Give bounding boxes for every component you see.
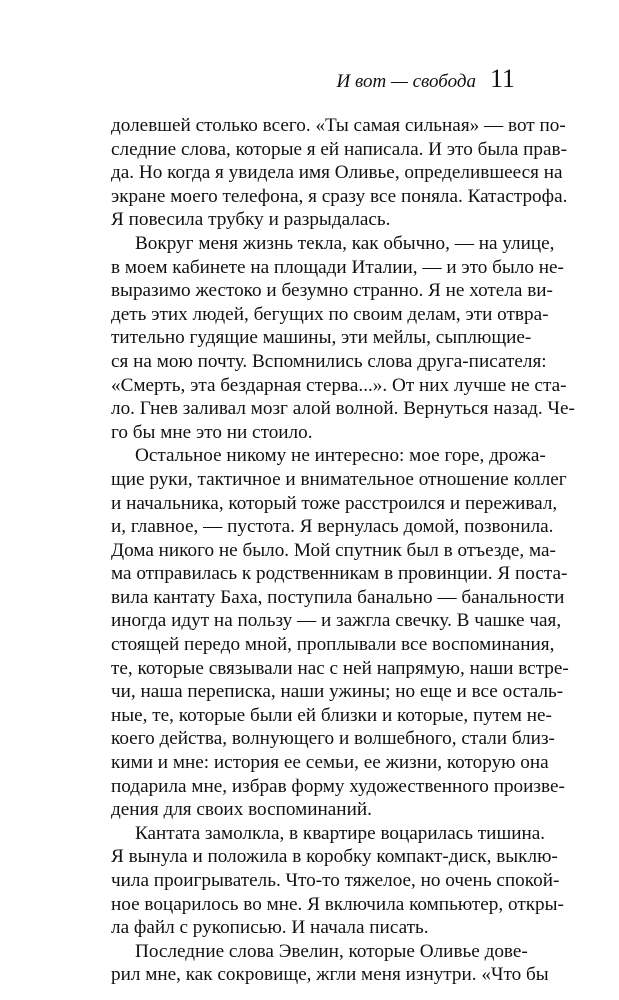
text-line: те, которые связывали нас с ней напрямую, наши встре- — [111, 657, 569, 679]
text-line: Вокруг меня жизнь текла, как обычно, — на улице, — [135, 232, 555, 254]
text-line: и, главное, — пустота. Я вернулась домой, позвонила. — [111, 516, 554, 538]
running-head — [337, 64, 515, 94]
text-line: да. Но когда я увидела имя Оливье, определившееся на — [111, 162, 563, 184]
text-line: чи, наша переписка, наши ужины; но еще и все осталь- — [111, 681, 564, 703]
body-text — [111, 114, 575, 987]
text-line: дения для своих воспоминаний. — [111, 799, 372, 821]
text-line: и начальника, который тоже расстроился и переживал, — [111, 492, 558, 514]
paragraph — [111, 114, 568, 232]
text-line: следние слова, которые я ей написала. И это была прав- — [111, 138, 567, 160]
text-line: Я повесила трубку и разрыдалась. — [111, 209, 391, 231]
running-title: И вот — свобода — [336, 71, 476, 92]
paragraph — [111, 940, 549, 987]
text-line: чила проигрыватель. Что-то тяжелое, но очень спокой- — [111, 870, 560, 891]
text-line: щие руки, тактичное и внимательное отношение коллег — [111, 468, 567, 490]
text-line: ся на мою почту. Вспомнились слова друга-писателя: — [111, 350, 547, 372]
text-line: Я вынула и положила в коробку компакт-диск, выклю- — [111, 846, 558, 868]
paragraph — [111, 232, 575, 444]
text-line: ма отправилась к родственникам в провинции. Я поста- — [111, 563, 568, 585]
text-line: вила кантату Баха, поступила банально — банальности — [111, 586, 565, 608]
text-line: тительно гудящие машины, эти мейлы, сыплющие- — [111, 327, 532, 349]
text-line: долевшей столько всего. «Ты самая сильная» — вот по- — [111, 115, 566, 136]
text-line: иногда идут на пользу — и зажгла свечку. В чашке чая, — [111, 610, 562, 632]
text-line: подарила мне, избрав форму художественного произве- — [111, 775, 565, 797]
paragraph — [111, 822, 564, 940]
text-line: деть этих людей, бегущих по своим делам, эти отвра- — [111, 303, 549, 325]
page-number: 11 — [489, 64, 515, 93]
text-line: выразимо жестоко и безумно странно. Я не хотела ви- — [111, 280, 553, 302]
text-line: Последние слова Эвелин, которые Оливье дове- — [135, 940, 528, 962]
text-line: «Смерть, эта бездарная стерва...». От них лучше не ста- — [111, 374, 567, 396]
text-line: ные, те, которые были ей близки и которые, путем не- — [111, 704, 552, 726]
text-line: в моем кабинете на площади Италии, — и это было не- — [111, 256, 564, 278]
text-line: коего действа, волнующего и волшебного, стали близ- — [111, 728, 555, 750]
text-line: экране моего телефона, я сразу все поняла. Катастрофа. — [111, 185, 568, 207]
text-line: ное воцарилось во мне. Я включила компьютер, откры- — [111, 893, 564, 915]
text-line: кими и мне: история ее семьи, ее жизни, которую она — [111, 752, 549, 774]
text-line: го бы мне это ни стоило. — [111, 421, 313, 443]
text-line: рил мне, как сокровище, жгли меня изнутри. «Что бы — [111, 964, 549, 986]
text-line: Кантата замолкла, в квартире воцарилась тишина. — [135, 822, 546, 844]
text-line: ла файл с рукописью. И начала писать. — [111, 917, 429, 939]
text-line: Дома никого не было. Мой спутник был в отъезде, ма- — [111, 539, 556, 561]
text-line: Остальное никому не интересно: мое горе, дрожа- — [135, 445, 546, 467]
text-line: стоящей передо мной, проплывали все воспоминания, — [111, 634, 555, 656]
text-line: ло. Гнев заливал мозг алой волной. Вернуться назад. Че- — [111, 398, 575, 420]
paragraph — [111, 444, 569, 822]
